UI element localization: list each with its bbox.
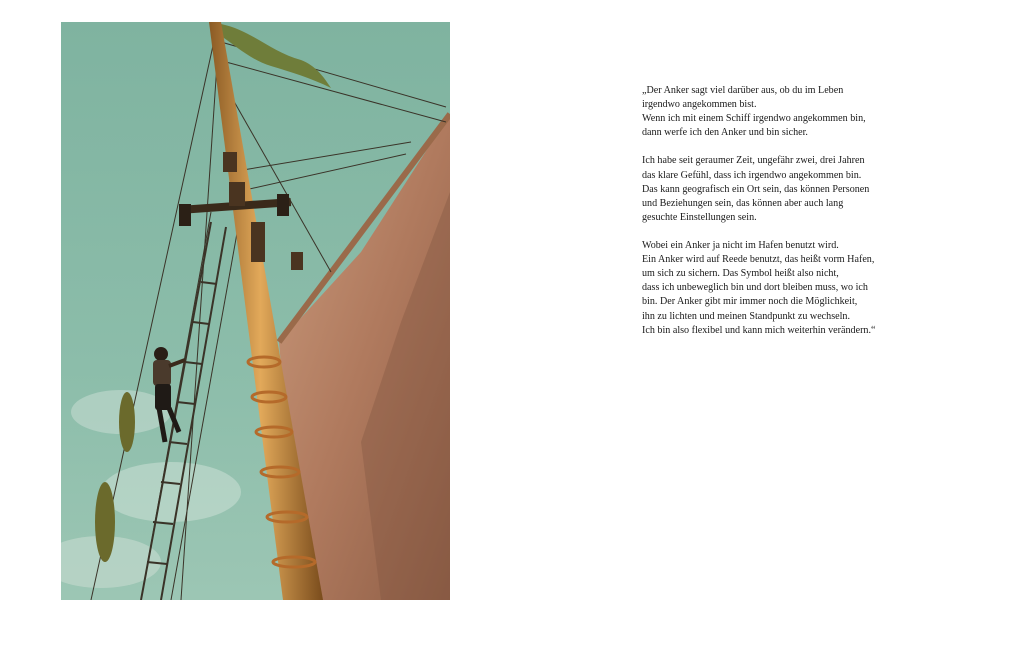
text-line: Wobei ein Anker ja nicht im Hafen benutzt wird. <box>642 240 839 252</box>
text-line: bin. Der Anker gibt mir immer noch die Möglichkeit, <box>642 296 858 308</box>
text-line: ihn zu lichten und meinen Standpunkt zu wechseln. <box>642 310 850 322</box>
text-line: dass ich unbeweglich bin und dort bleiben muss, wo ich <box>642 282 868 294</box>
crosstree-end <box>277 194 289 216</box>
quote-paragraph-1 <box>642 84 912 140</box>
cloud <box>101 462 241 522</box>
text-line: das klare Gefühl, dass ich irgendwo angekommen bin. <box>642 169 862 181</box>
text-line: dann werfe ich den Anker und bin sicher. <box>642 127 808 139</box>
quote-paragraph-3 <box>642 239 912 338</box>
quote-text <box>642 84 912 352</box>
ship-mast-photo <box>61 22 450 600</box>
text-line: Ein Anker wird auf Reede benutzt, das heißt vorm Hafen, <box>642 254 875 266</box>
text-line: „Der Anker sagt viel darüber aus, ob du im Leben <box>642 85 844 96</box>
text-line: gesuchte Einstellungen sein. <box>642 211 757 223</box>
text-line: um sich zu sichern. Das Symbol heißt also nicht, <box>642 268 839 280</box>
ship-mast-illustration <box>61 22 450 600</box>
text-line: Wenn ich mit einem Schiff irgendwo angekommen bin, <box>642 113 866 125</box>
text-line: Ich habe seit geraumer Zeit, ungefähr zwei, drei Jahren <box>642 155 865 167</box>
text-line: Das kann geografisch ein Ort sein, das können Personen <box>642 183 870 195</box>
quote-paragraph-2 <box>642 154 912 224</box>
crosstree-end <box>179 204 191 226</box>
text-line: Ich bin also flexibel und kann mich weiterhin verändern.“ <box>642 324 876 336</box>
text-line: und Beziehungen sein, das können aber auch lang <box>642 197 844 209</box>
text-line: irgendwo angekommen bist. <box>642 99 757 111</box>
